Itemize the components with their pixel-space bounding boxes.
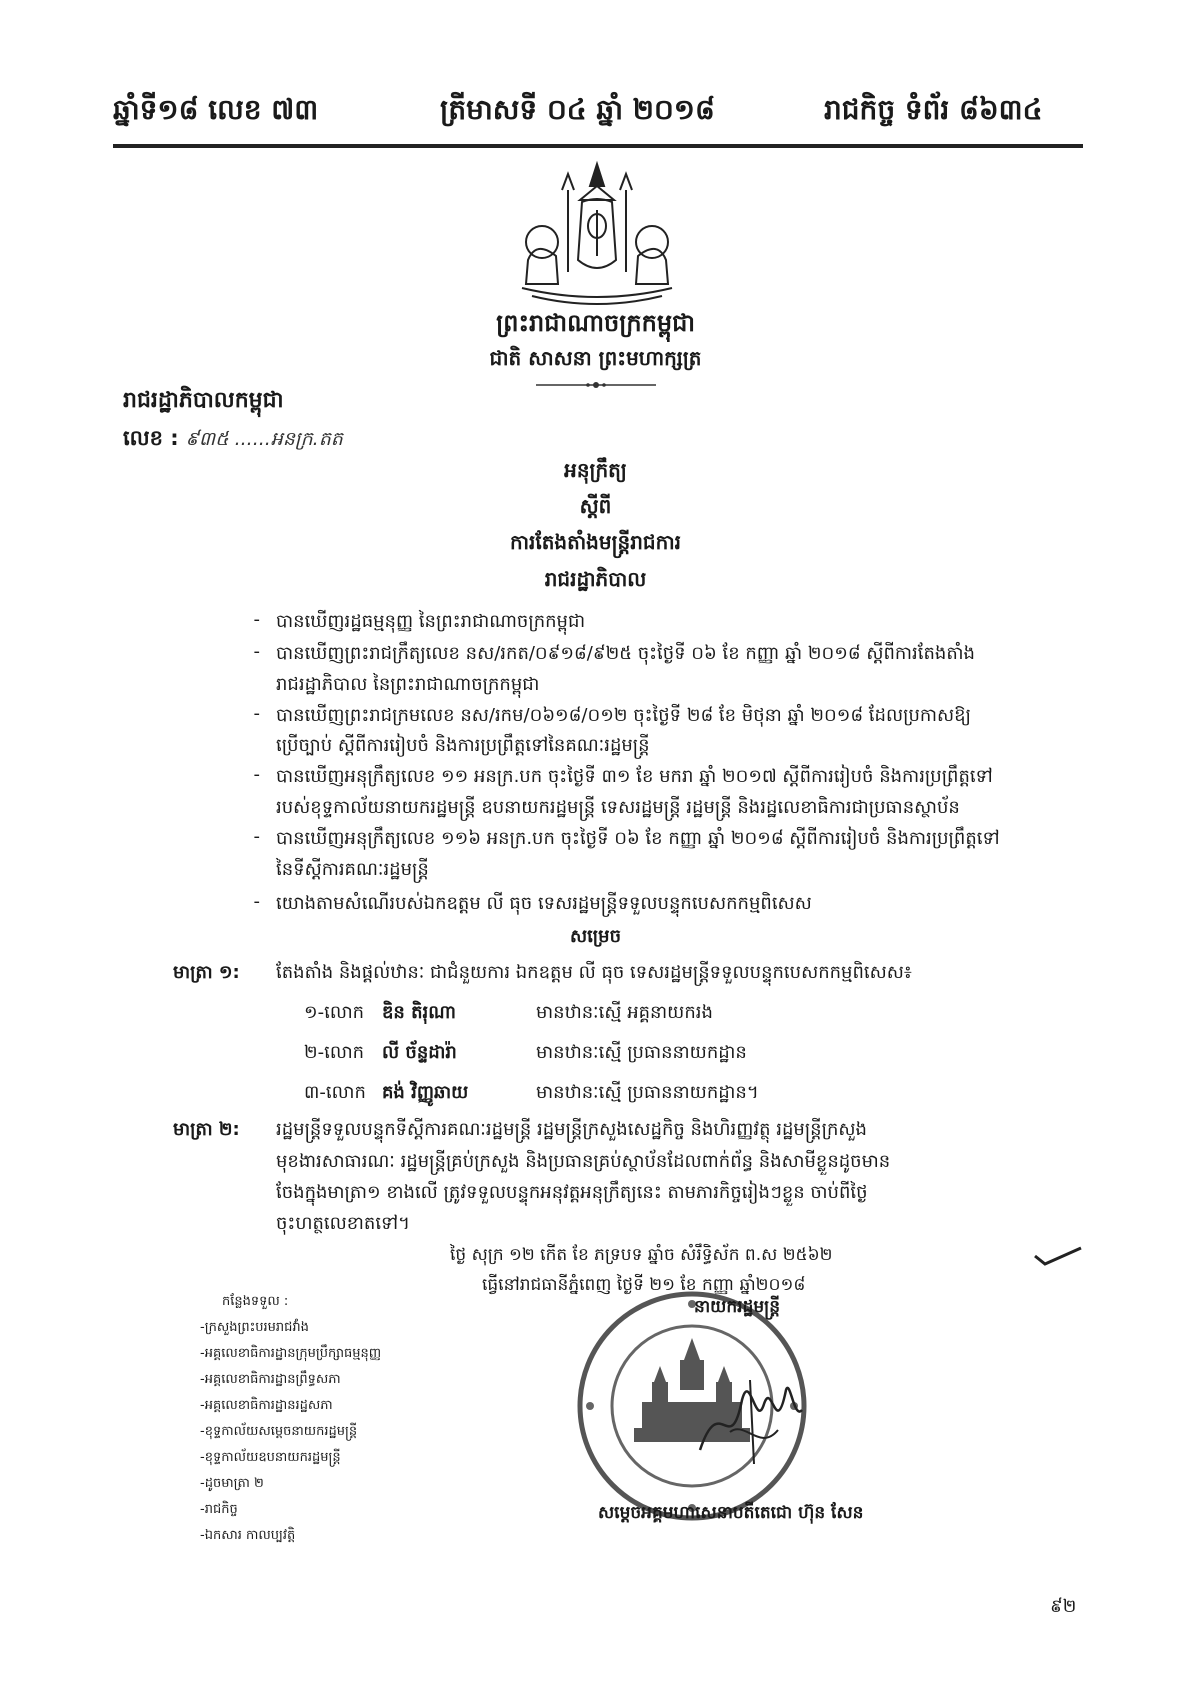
decree-number xyxy=(123,425,343,456)
cc-item: -ដូចមាត្រា ២ xyxy=(200,1476,264,1491)
article-1-text: តែងតាំង និងផ្តល់ឋានៈ ជាជំនួយការ ឯកឧត្តម លី ធុច ទេសរដ្ឋមន្ត្រីទទួលបន្ទុកបេសកកម្មពិសេស៖ xyxy=(276,962,912,983)
decree-type: អនុក្រឹត្យ xyxy=(564,458,627,482)
issuing-authority: រាជរដ្ឋាភិបាលកម្ពុជា xyxy=(123,388,284,413)
kingdom-title: ព្រះរាជាណាចក្រកម្ពុជា xyxy=(496,309,695,337)
preamble-line: បានឃើញអនុក្រឹត្យលេខ ១១៦ អនក្រ.បក ចុះថ្ងៃទី ០៦ ខែ កញ្ញា ឆ្នាំ ២០១៨ ស្តីពីការរៀបចំ និងការប្រព្រឹត្តទៅ xyxy=(276,828,1000,849)
checkmark-icon xyxy=(1033,1244,1083,1268)
appointee-number: ២-លោក xyxy=(304,1042,365,1063)
header-page-number: ៨៦៣៤ xyxy=(959,93,1043,126)
preamble-line: របស់ខុទ្ទកាល័យនាយករដ្ឋមន្ត្រី ឧបនាយករដ្ឋមន្ត្រី ទេសរដ្ឋមន្ត្រី រដ្ឋមន្ត្រី និងរដ្ឋលេខាធិការជាប្រធានស្ថាប័ន xyxy=(276,797,960,818)
cc-item: -ឯកសារ កាលប្បវត្តិ xyxy=(200,1528,296,1543)
date-solar: ធ្វើនៅរាជធានីភ្នំពេញ ថ្ងៃទី ២១ ខែ កញ្ញា ឆ្នាំ២០១៨ xyxy=(482,1275,806,1295)
bullet-dash: - xyxy=(253,826,260,847)
preamble-line: បានឃើញព្រះរាជក្រឹត្យលេខ នស/រកត/០៩១៨/៩២៥ ចុះថ្ងៃទី ០៦ ខែ កញ្ញា ឆ្នាំ ២០១៨ ស្តីពីការតែងតាំង xyxy=(276,643,975,664)
cc-item: -ខុទ្ទកាល័យឧបនាយករដ្ឋមន្ត្រី xyxy=(200,1450,341,1465)
decree-subject: ការតែងតាំងមន្ត្រីរាជការ xyxy=(510,530,681,554)
preamble-line: ប្រើច្បាប់ ស្តីពីការរៀបចំ និងការប្រព្រឹត្តទៅនៃគណៈរដ្ឋមន្ត្រី xyxy=(276,735,650,756)
preamble-line: បានឃើញព្រះរាជក្រមលេខ នស/រកម/០៦១៨/០១២ ចុះថ្ងៃទី ២៨ ខែ មិថុនា ឆ្នាំ ២០១៨ ដែលប្រកាសឱ្យ xyxy=(276,705,971,726)
national-motto: ជាតិ សាសនា ព្រះមហាក្សត្រ xyxy=(489,346,702,370)
header-right-prefix: រាជកិច្ច ទំព័រ xyxy=(824,93,950,126)
bullet-dash: - xyxy=(253,641,260,662)
appointee-number: ៣-លោក xyxy=(304,1082,366,1103)
signatory-name: សម្តេចអគ្គមហាសេនាបតីតេជោ ហ៊ុន សែន xyxy=(598,1503,864,1523)
article-2-line: ចែងក្នុងមាត្រា១ ខាងលើ ត្រូវទទួលបន្ទុកអនុវត្តអនុក្រឹត្យនេះ តាមភារកិច្ចរៀងៗខ្លួន ចាប់ពីថ្ងៃ xyxy=(276,1182,868,1203)
cc-item: -អគ្គលេខាធិការដ្ឋានរដ្ឋសភា xyxy=(200,1398,333,1413)
header-left: ឆ្នាំទី១៨ លេខ ៧៣ xyxy=(113,93,319,126)
royal-emblem-icon xyxy=(512,160,682,310)
preamble-line: រាជរដ្ឋាភិបាល នៃព្រះរាជាណាចក្រកម្ពុជា xyxy=(276,674,540,695)
cc-item: -រាជកិច្ច xyxy=(200,1502,238,1517)
preamble-line: បានឃើញអនុក្រឹត្យលេខ ១១ អនក្រ.បក ចុះថ្ងៃទី ៣១ ខែ មករា ឆ្នាំ ២០១៧ ស្តីពីការរៀបចំ និងការប្រព្រឹត្តទៅ xyxy=(276,766,993,787)
header-right xyxy=(824,92,1042,133)
decree-number-value: ៩៣៥ ......អនក្រ.តត xyxy=(185,428,343,450)
header-center: ត្រីមាសទី ០៤ ឆ្នាំ ២០១៨ xyxy=(440,93,715,126)
ornament-divider-icon xyxy=(536,380,656,390)
signature-icon xyxy=(690,1360,810,1470)
bullet-dash: - xyxy=(253,703,260,724)
appointee-name: ឌិន តិរុណា xyxy=(382,1002,456,1023)
cc-item: -អគ្គលេខាធិការដ្ឋានព្រឹទ្ធសភា xyxy=(200,1372,341,1387)
page-number: ៩២ xyxy=(1050,1596,1077,1617)
signatory-title: នាយករដ្ឋមន្ត្រី xyxy=(694,1297,780,1317)
bullet-dash: - xyxy=(253,609,260,630)
article-1-label: មាត្រា ១: xyxy=(173,962,240,983)
preamble-line: យោងតាមសំណើរបស់ឯកឧត្តម លី ធុច ទេសរដ្ឋមន្ត្រីទទួលបន្ទុកបេសកកម្មពិសេស xyxy=(276,893,812,914)
article-2-line: រដ្ឋមន្ត្រីទទួលបន្ទុកទីស្តីការគណៈរដ្ឋមន្ត្រី រដ្ឋមន្ត្រីក្រសួងសេដ្ឋកិច្ច និងហិរញ្ញវត្ថុ រដ្ឋមន្ត្រីក្រសួង xyxy=(276,1119,867,1140)
date-lunar: ថ្ងៃ សុក្រ ១២ កើត ខែ ភទ្របទ ឆ្នាំច សំរឹទ្ធិស័ក ព.ស ២៥៦២ xyxy=(450,1245,833,1265)
appointee-name: គង់ វិញ្ញូឆាយ xyxy=(382,1082,469,1103)
decree-concerning: ស្តីពី xyxy=(579,494,612,518)
cc-item: -អគ្គលេខាធិការដ្ឋានក្រុមប្រឹក្សាធម្មនុញ្ញ xyxy=(200,1346,382,1361)
article-2-line: មុខងារសាធារណៈ រដ្ឋមន្ត្រីគ្រប់ក្រសួង និងប្រធានគ្រប់ស្ថាប័នដែលពាក់ព័ន្ធ និងសាមីខ្លួនដូចមាន xyxy=(276,1151,891,1172)
decree-number-label: លេខ : xyxy=(123,426,179,450)
decree-issuer: រាជរដ្ឋាភិបាល xyxy=(544,567,647,591)
bullet-dash: - xyxy=(253,764,260,785)
cc-heading: កន្លែងទទួល : xyxy=(222,1294,289,1309)
appointee-rank: មានឋានៈស្មើ ប្រធាននាយកដ្ឋាន។ xyxy=(536,1082,759,1103)
article-2-label: មាត្រា ២: xyxy=(173,1119,240,1140)
appointee-rank: មានឋានៈស្មើ អគ្គនាយករង xyxy=(536,1002,713,1023)
bullet-dash: - xyxy=(253,891,260,912)
cc-item: -ខុទ្ទកាល័យសម្តេចនាយករដ្ឋមន្ត្រី xyxy=(200,1424,358,1439)
appointee-rank: មានឋានៈស្មើ ប្រធាននាយកដ្ឋាន xyxy=(536,1042,747,1063)
appointee-name: លី ច័ន្ទដារ៉ា xyxy=(382,1042,457,1063)
preamble-line: នៃទីស្តីការគណៈរដ្ឋមន្ត្រី xyxy=(276,859,429,880)
cc-item: -ក្រសួងព្រះបរមរាជវាំង xyxy=(200,1320,309,1335)
article-2-line: ចុះហត្ថលេខាតទៅ។ xyxy=(276,1213,411,1234)
decision-heading: សម្រេច xyxy=(569,926,622,947)
appointee-number: ១-លោក xyxy=(304,1002,365,1023)
preamble-line: បានឃើញរដ្ឋធម្មនុញ្ញ នៃព្រះរាជាណាចក្រកម្ពុជា xyxy=(276,611,586,632)
header-rule xyxy=(113,144,1083,148)
